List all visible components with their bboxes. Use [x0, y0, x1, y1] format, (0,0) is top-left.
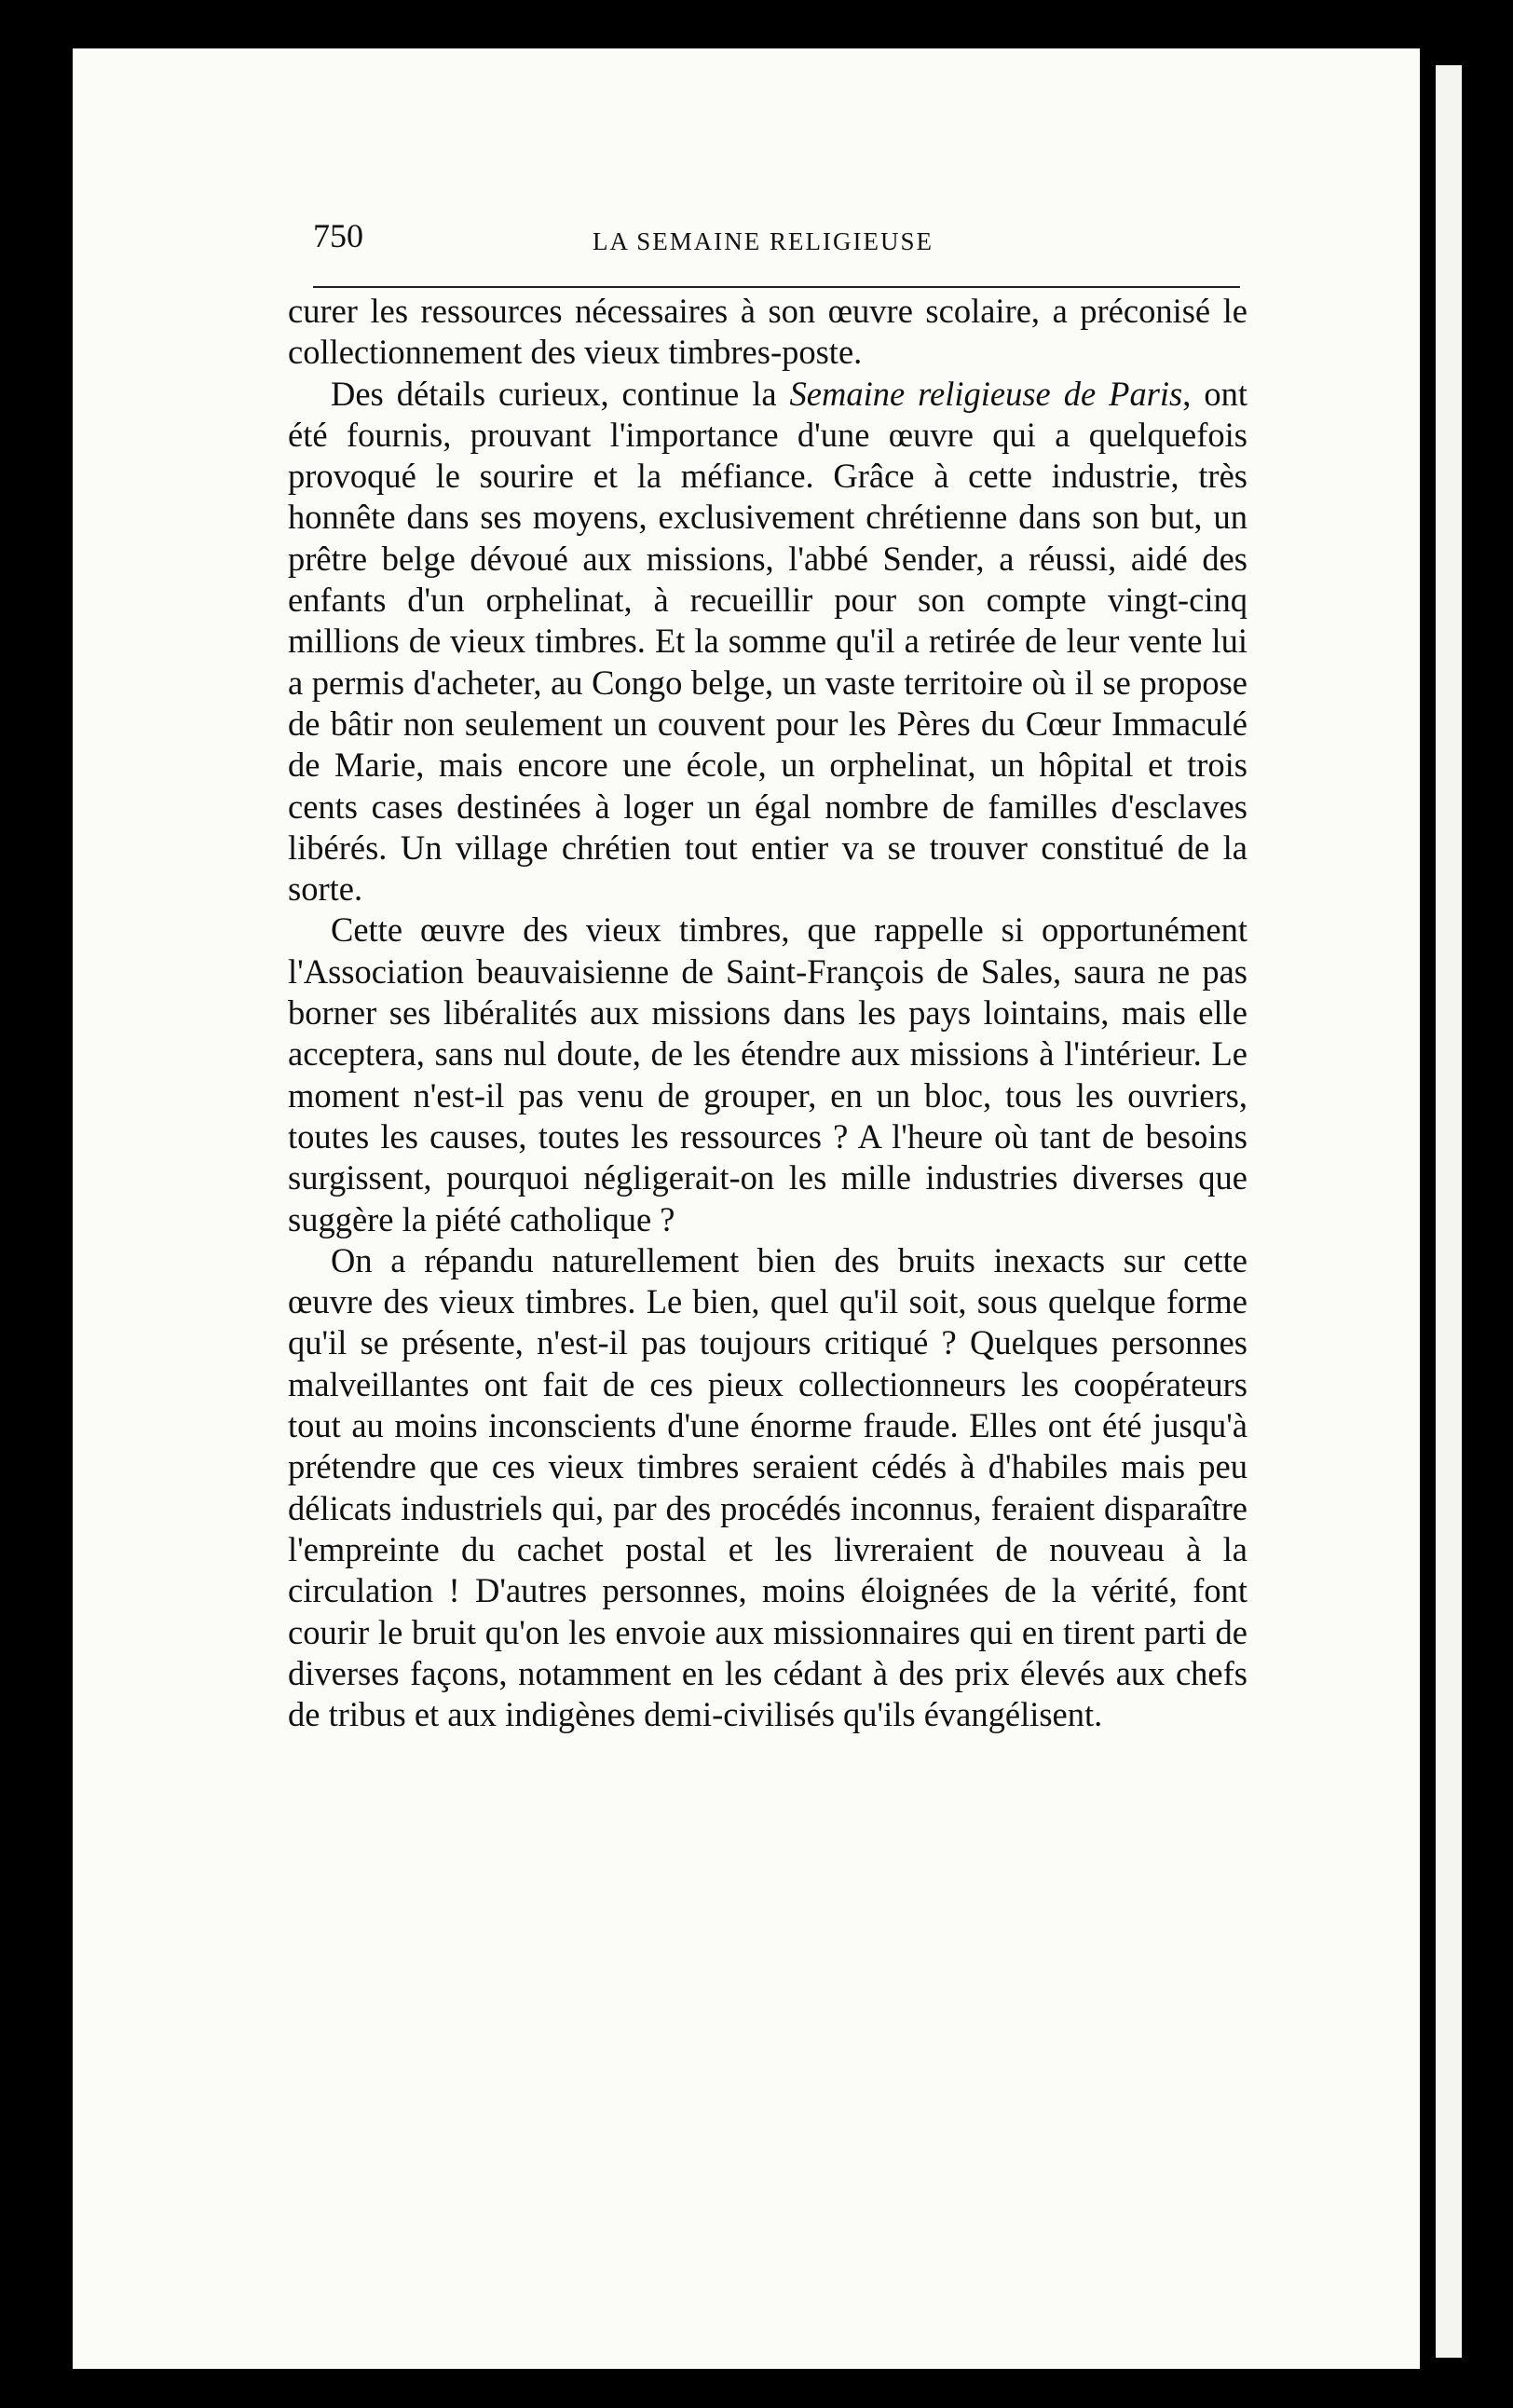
paragraph-2 — [288, 374, 1247, 910]
adjacent-page-edge — [1436, 65, 1462, 2358]
journal-title: LA SEMAINE RELIGIEUSE — [593, 227, 934, 255]
header-rule — [313, 286, 1240, 288]
article-body — [288, 291, 1247, 1735]
paragraph-2-rest: , ont été fournis, prouvant l'importance d'une œuvre qui a quelquefois provoqué le sourire et la méfiance. Grâce à cette industrie, très honnête dans ses moyens, exclusivement chrétienne dans son but, un prêtre belge dévoué aux missions, l'abbé Sender, a réussi, aidé des enfants d'un orphelinat, à recueillir pour son compte vingt-cinq millions de vieux timbres. Et la somme qu'il a retirée de leur vente lui a permis d'acheter, au Congo belge, un vaste territoire où il se propose de bâtir non seulement un couvent pour les Pères du Cœur Immaculé de Marie, mais encore une école, un orphelinat, un hôpital et trois cents cases destinées à loger un égal nombre de familles d'esclaves libérés. Un village chrétien tout entier va se trouver constitué de la sorte. — [288, 374, 1247, 909]
paragraph-3: Cette œuvre des vieux timbres, que rappelle si opportunément l'Association beauvaisienne de Saint-François de Sales, saura ne pas borner ses libéralités aux missions dans les pays lointains, mais elle acceptera, sans nul doute, de les étendre aux missions à l'intérieur. Le moment n'est-il pas venu de grouper, en un bloc, tous les ouvriers, toutes les causes, toutes les ressources ? A l'heure où tant de besoins surgissent, pourquoi négligerait-on les mille industries diverses que suggère la piété catholique ? — [288, 910, 1247, 1238]
paragraph-1: curer les ressources nécessaires à son œuvre scolaire, a préconisé le collectionnement des vieux timbres-poste. — [288, 292, 1247, 372]
paragraph-2-lead: Des détails curieux, continue la — [331, 374, 790, 413]
paragraph-4: On a répandu naturellement bien des bruits inexacts sur cette œuvre des vieux timbres. Le bien, quel qu'il soit, sous quelque forme qu'il se présente, n'est-il pas toujours critiqué ? Quelques personnes malveillantes ont fait de ces pieux collectionneurs les coopérateurs tout au moins inconscients d'une énorme fraude. Elles ont été jusqu'à prétendre que ces vieux timbres seraient cédés à d'habiles mais peu délicats industriels qui, par des procédés inconnus, feraient disparaître l'empreinte du cachet postal et les livreraient de nouveau à la circulation ! D'autres personnes, moins éloignées de la vérité, font courir le bruit qu'on les envoie aux missionnaires qui en tirent parti de diverses façons, notamment en les cédant à des prix élevés aux chefs de tribus et aux indigènes demi-civilisés qu'ils évangélisent. — [288, 1240, 1247, 1734]
running-header — [313, 216, 1240, 263]
page-number: 750 — [313, 217, 363, 254]
publication-title: Semaine religieuse de Paris — [789, 374, 1183, 413]
